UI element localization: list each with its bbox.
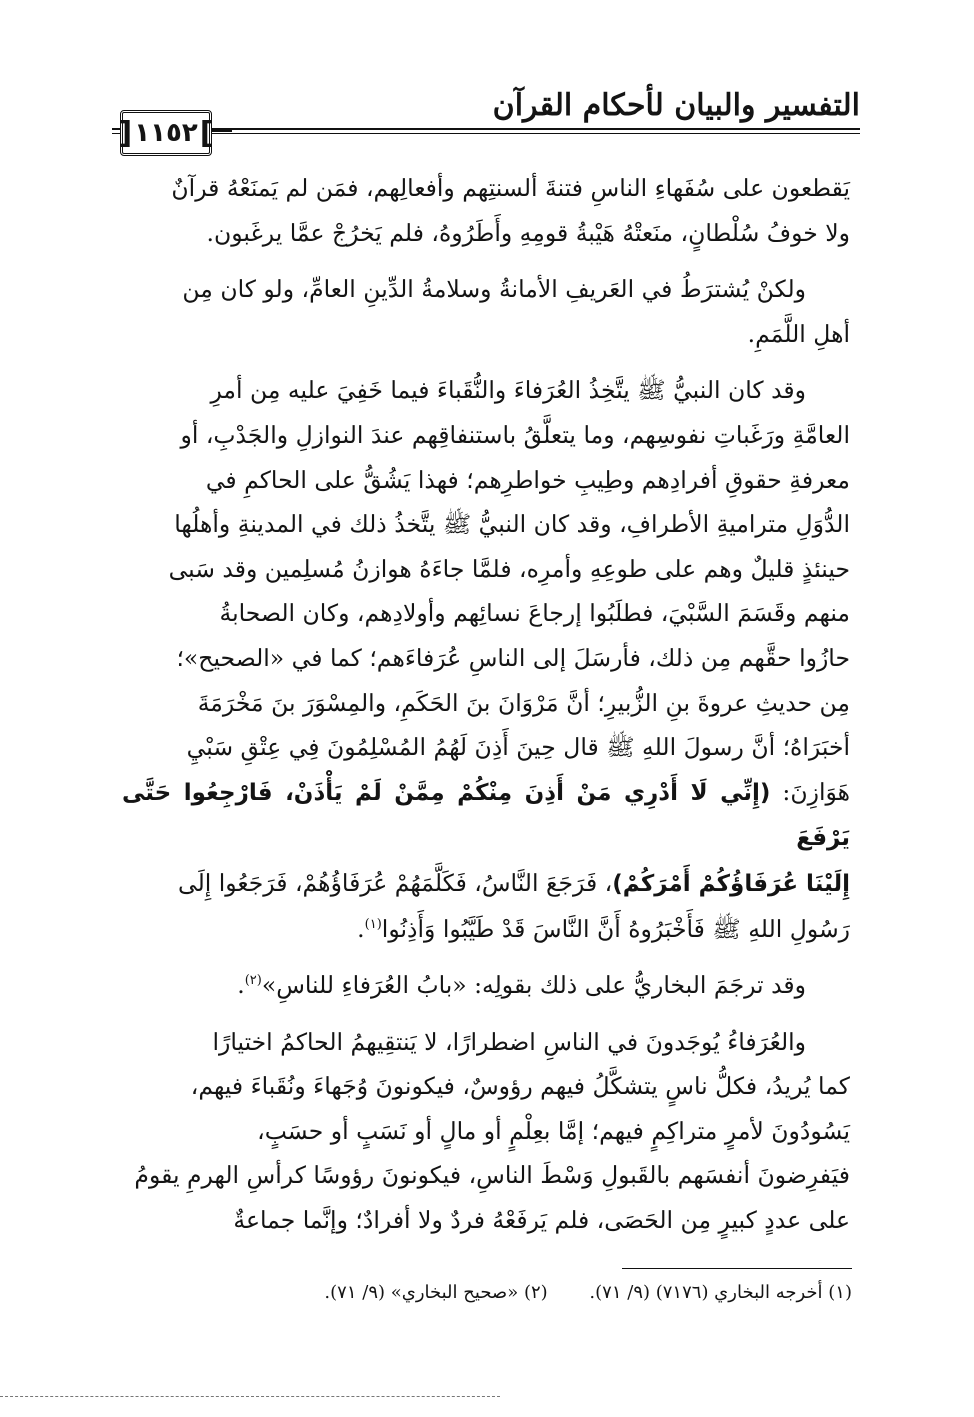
- hadith-quote: (إِنِّي لَا أَدْرِي مَنْ أَذِنَ مِنْكُمْ مِمَّنْ لَمْ يَأْذَنْ، فَارْجِعُوا حَتَّى يَرْفَعَ: [122, 779, 850, 852]
- page-number: ١١٥٢: [134, 118, 198, 148]
- text-line: العامَّةِ ورَغَباتِ نفوسِهم، وما يتعلَّقُ باستنفاقِهم عندَ النوازلِ والجَدْبِ، أو: [180, 420, 850, 449]
- text-line: كما يُريدُ، فكلُّ ناسٍ يتشكَّلُ فيهم رؤوسٌ، فيكونونَ وُجَهاءَ ونُقَباءَ فيهم،: [190, 1072, 850, 1101]
- paragraph-5: [122, 1020, 850, 1243]
- page-number-box: [120, 110, 212, 156]
- footnotes: [324, 1282, 852, 1303]
- body-text: [122, 166, 850, 1243]
- footnote-2: (٢) «صحيح البخاري» (٩/ ٧١).: [324, 1282, 548, 1303]
- hadith-quote: إِلَيْنَا عُرَفَاؤُكُمْ أَمْرَكُمْ): [612, 870, 850, 897]
- text-line: وقد ترجَمَ البخاريُّ على ذلك بقولِه: «بابُ العُرَفاءِ للناسِ»: [261, 971, 806, 1000]
- text-line: وقد كان النبيُّ ﷺ يتَّخِذُ العُرَفاءَ والنُّقَباءَ فيما خَفِيَ عليه مِن أمرِ: [210, 376, 806, 405]
- text-line: على عددٍ كبيرٍ مِن الحَصَى، فلم يَرفَعْهُ فردٌ ولا أفرادٌ؛ وإنَّما جماعةٌ: [233, 1206, 850, 1235]
- paragraph-2: [122, 267, 850, 356]
- text-line: حازُوا حقَّهم مِن ذلك، فأرسَلَ إلى الناسِ عُرَفاءَهم؛ كما في «الصحيح»؛: [176, 643, 850, 672]
- text-line: منهم وقَسَمَ السَّبْيَ، فطلَبُوا إرجاعَ نسائِهم وأولادِهم، وكان الصحابةُ: [219, 599, 850, 628]
- text-line: ، فَرَجَعَ النَّاسُ، فَكَلَّمَهُمْ عُرَفَاؤُهُمْ، فَرَجَعُوا إِلَى: [178, 868, 613, 897]
- footnote-ref: (١): [364, 916, 382, 932]
- text-line: حينئذٍ قليلٌ وهم على طوعِهِ وأمرِه، فلمَّا جاءَهُ هوازنُ مُسلِمين وقد سَبى: [168, 554, 850, 583]
- text-line: فيَفرِضونَ أنفسَهم بالقَبولِ وَسْطَ الناسِ، فيكونونَ رؤوسًا كرأسِ الهرمِ يقومُ: [134, 1161, 850, 1190]
- paragraph-3: وقد كان النبيُّ ﷺ يتَّخِذُ العُرَفاءَ والنُّقَباءَ فيما خَفِيَ عليه مِن أمرِ العامَّةِ ورَغَباتِ نفوسِهم، وما يتعلَّقُ باستنفاقِهم عندَ النوازلِ والجَدْبِ، أو معرفةِ حقوقِ أفرادِهم وطِيبِ خواطرِهم؛ فهذا يَشُقُّ على الحاكمِ في الدُّوَلِ متراميةِ الأطرافِ، وقد كان النبيُّ ﷺ يتَّخذُ ذلك في المدينةِ وأهلُها حينئذٍ قليلٌ وهم على طوعِهِ وأمرِه، فلمَّا جاءَهُ هوازنُ مُسلِمين وقد سَبى منهم وقَسَمَ السَّبْيَ، فطلَبُوا إرجاعَ نسائِهم وأولادِهم، وكان الصحابةُ حازُوا حقَّهم مِن ذلك، فأرسَلَ إلى الناسِ عُرَفاءَهم؛ كما في «الصحيح»؛ مِن حديثِ عروةَ بنِ الزُّبيرِ؛ أنَّ مَرْوَانَ بنَ الحَكَمِ، والمِسْوَرَ بنَ مَخْرَمَةَ أخبَرَاهُ؛ أنَّ رسولَ اللهِ ﷺ قال حِينَ أَذِنَ لَهُمُ المُسْلِمُونَ فِي عِتْقِ سَبْيِ هَوَازِنَ: (إِنِّي لَا أَدْرِي مَنْ أَذِنَ مِنْكُمْ مِمَّنْ لَمْ يَأْذَنْ، فَارْجِعُوا حَتَّى يَرْفَعَ إِلَيْنَا عُرَفَاؤُكُمْ أَمْرَكُمْ)، فَرَجَعَ النَّاسُ، فَكَلَّمَهُمْ عُرَفَاؤُهُمْ، فَرَجَعُوا إِلَى رَسُولِ اللهِ ﷺ فَأَخْبَرُوهُ أَنَّ النَّاسَ قَدْ طَيَّبُوا وَأَذِنُوا$^{(١)}$.: [122, 376, 851, 943]
- paragraph-4: وقد ترجَمَ البخاريُّ على ذلك بقولِه: «بابُ العُرَفاءِ للناسِ»$^{(٢)}$.: [237, 971, 806, 1000]
- text-line: رَسُولِ اللهِ ﷺ فَأَخْبَرُوهُ أَنَّ النَّاسَ قَدْ طَيَّبُوا وَأَذِنُوا: [381, 914, 850, 943]
- text-line: معرفةِ حقوقِ أفرادِهم وطِيبِ خواطرِهم؛ فهذا يَشُقُّ على الحاكمِ في: [205, 465, 850, 494]
- text-line: والعُرَفاءُ يُوجَدونَ في الناسِ اضطرارًا، لا يَنتقِيهمُ الحاكمُ اختيارًا: [212, 1027, 806, 1056]
- text-line: ولكنْ يُشترَطُ في العَريفِ الأمانةُ وسلامةُ الدِّينِ العامِّ، ولو كان مِن: [182, 275, 806, 304]
- footnote-divider: [622, 1268, 852, 1269]
- footnote-ref: (٢): [244, 973, 262, 989]
- footnote-1: (١) أخرجه البخاري (٧١٧٦) (٩/ ٧١).: [589, 1282, 852, 1303]
- text-line: هَوَازِنَ:: [770, 777, 851, 806]
- page-edge-line: [0, 1396, 500, 1397]
- text-line: أخبَرَاهُ؛ أنَّ رسولَ اللهِ ﷺ قال حِينَ أَذِنَ لَهُمُ المُسْلِمُونَ فِي عِتْقِ سَبْيِ: [186, 733, 850, 762]
- book-title: التفسير والبيان لأحكام القرآن: [492, 88, 860, 123]
- text-line: الدُّوَلِ متراميةِ الأطرافِ، وقد كان النبيُّ ﷺ يتَّخذُ ذلك في المدينةِ وأهلُها: [174, 510, 850, 539]
- text-line: ولا خوفُ سُلْطانٍ، منَعتْهُ هَيْبةُ قومِهِ وأَطَرُوهُ، فلم يَخرُجْ عمَّا يرغَبون.: [206, 218, 850, 247]
- text-line: أهلِ اللَّمَمِ.: [747, 319, 850, 348]
- bracket-left-icon: [: [118, 115, 133, 151]
- header-rule-thin: [112, 133, 860, 134]
- text-line: يَقطعون على سُفَهاءِ الناسِ فتنةَ ألسنتِهم وأفعالِهم، فمَن لم يَمنَعْهُ قرآنٌ: [171, 174, 850, 202]
- text-line: يَسُودُونَ لأمرٍ متراكِمٍ فيهم؛ إمَّا بعِلْمٍ أو مالٍ أو نَسَبٍ أو حسَبٍ،: [257, 1116, 850, 1145]
- text-line: مِن حديثِ عروةَ بنِ الزُّبيرِ؛ أنَّ مَرْوَانَ بنَ الحَكَمِ، والمِسْوَرَ بنَ مَخْرَمَةَ: [197, 688, 850, 717]
- paragraph-1: [122, 166, 850, 255]
- bracket-right-icon: ]: [199, 115, 214, 151]
- page-header: [112, 76, 860, 156]
